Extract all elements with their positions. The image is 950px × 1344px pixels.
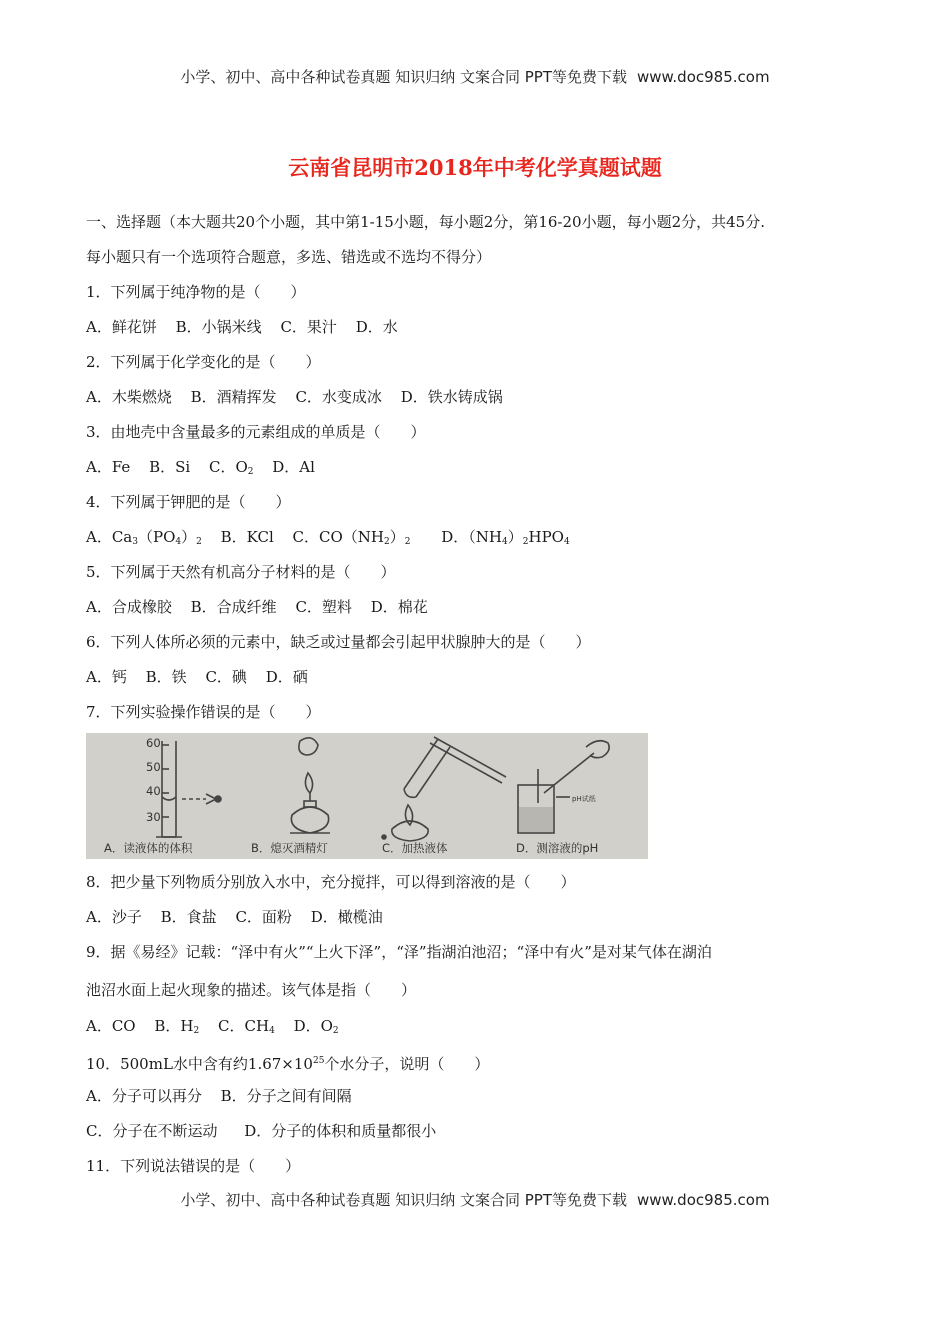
q4-d-sub1: 4 (502, 537, 508, 547)
q3-option-c-text: C．O (208, 458, 248, 476)
q3-option-b: B．Si (149, 458, 191, 476)
q4-stem: 4．下列属于钾肥的是（ ） (86, 493, 291, 511)
q6-option-c: C．碘 (205, 668, 247, 686)
q6-stem: 6．下列人体所必须的元素中，缺乏或过量都会引起甲状腺肿大的是（ ） (86, 633, 591, 651)
header-text: 小学、初中、高中各种试卷真题 知识归纳 文案合同 PPT等免费下载 (180, 68, 627, 86)
q10-option-b: B．分子之间有间隔 (220, 1087, 352, 1105)
q5-option-b: B．合成纤维 (190, 598, 277, 616)
q9-c-sub: 4 (269, 1026, 275, 1036)
q4-c-sub2: 2 (404, 537, 411, 547)
q4-d-sub3: 4 (563, 537, 570, 547)
q4-option-d (441, 528, 569, 546)
q5-option-c: C．塑料 (295, 598, 352, 616)
q1-option-b: B．小锅米线 (175, 318, 262, 336)
footer-site[interactable]: www.doc985.com (636, 1191, 770, 1209)
page-header (0, 66, 950, 87)
q4-d-close: ） (507, 528, 523, 546)
figure-caption-b: B．熄灭酒精灯 (251, 841, 328, 855)
q2-option-b: B．酒精挥发 (190, 388, 277, 406)
q2-option-a: A．木柴燃烧 (86, 388, 172, 406)
q10-options-row1 (86, 1086, 352, 1106)
q1-stem: 1．下列属于纯净物的是（ ） (86, 283, 306, 301)
page-footer (0, 1189, 950, 1210)
q8-option-c: C．面粉 (235, 908, 292, 926)
tick-50: 50 (146, 760, 161, 774)
q8-stem: 8．把少量下列物质分别放入水中，充分搅拌，可以得到溶液的是（ ） (86, 873, 576, 891)
q9-line1: 9．据《易经》记载：“泽中有火”“上火下泽”，“泽”指湖泊池沼；“泽中有火”是对某气体在湖泊 (86, 943, 712, 961)
q10-stem-post: 个水分子，说明（ ） (324, 1055, 490, 1073)
q4-option-c (293, 528, 411, 546)
q4-a-mid: （PO (138, 528, 176, 546)
q3-option-a: A．Fe (86, 458, 131, 476)
q11-stem: 11．下列说法错误的是（ ） (86, 1157, 301, 1175)
page-title: 云南省昆明市2018年中考化学真题试题 (288, 155, 662, 180)
figure-b-alcohol-lamp (290, 738, 330, 833)
footer-text: 小学、初中、高中各种试卷真题 知识归纳 文案合同 PPT等免费下载 (180, 1191, 627, 1209)
q9-option-d (294, 1017, 339, 1035)
q9-d-sub: 2 (332, 1026, 339, 1036)
q4-options (86, 527, 570, 552)
figure-caption-d: D．测溶液的pH (516, 841, 599, 855)
q8-option-d: D．橄榄油 (310, 908, 383, 926)
q9-option-b (154, 1017, 199, 1035)
q10-option-c: C．分子在不断运动 (86, 1122, 218, 1140)
q2-stem: 2．下列属于化学变化的是（ ） (86, 353, 321, 371)
q3-options (86, 457, 315, 482)
q4-option-b: B．KCl (220, 528, 274, 546)
section-instructions-line2: 每小题只有一个选项符合题意，多选、错选或不选均不得分） (86, 248, 492, 266)
section-instructions-line1: 一、选择题（本大题共20个小题，其中第1-15小题，每小题2分，第16-20小题，每小题2分，共45分. (86, 213, 765, 231)
q6-option-b: B．铁 (145, 668, 187, 686)
q3-stem: 3．由地壳中含量最多的元素组成的单质是（ ） (86, 423, 426, 441)
q5-options (86, 597, 428, 617)
q10-stem-sup: 25 (312, 1056, 325, 1066)
q4-d-post: HPO (528, 528, 564, 546)
q7-figure (86, 733, 648, 859)
figure-caption-c: C．加热液体 (382, 841, 448, 855)
q1-option-a: A．鲜花饼 (86, 318, 157, 336)
q4-a-close: ） (181, 528, 197, 546)
header-site[interactable]: www.doc985.com (636, 68, 770, 86)
q4-c-close: ） (389, 528, 405, 546)
tick-40: 40 (146, 784, 161, 798)
tick-60: 60 (146, 736, 161, 750)
figure-d-ph-test (518, 741, 609, 833)
q2-options (86, 387, 503, 407)
q1-option-d: D．水 (355, 318, 398, 336)
q10-stem (86, 1051, 489, 1074)
q5-stem: 5．下列属于天然有机高分子材料的是（ ） (86, 563, 396, 581)
q8-option-b: B．食盐 (160, 908, 217, 926)
figure-caption-a: A．读液体的体积 (104, 841, 193, 855)
q10-stem-pre: 10．500mL水中含有约1.67×10 (86, 1055, 313, 1073)
q5-option-d: D．棉花 (370, 598, 428, 616)
q9-b-sub: 2 (193, 1026, 200, 1036)
q2-option-d: D．铁水铸成锅 (400, 388, 503, 406)
q3-option-d: D．Al (272, 458, 315, 476)
q6-options (86, 667, 308, 687)
ph-paper-label: pH试纸 (572, 795, 596, 803)
q9-b-text: B．H (154, 1017, 194, 1035)
q4-c-sub1: 2 (384, 537, 390, 547)
tick-30: 30 (146, 810, 161, 824)
q5-option-a: A．合成橡胶 (86, 598, 172, 616)
q9-option-a: A．CO (86, 1017, 136, 1035)
q6-option-a: A．钙 (86, 668, 127, 686)
q7-figure-svg (86, 733, 648, 859)
figure-a-cylinder (156, 741, 221, 837)
q4-a-text: A．Ca (86, 528, 133, 546)
figure-c-heating-tube (382, 737, 506, 841)
q4-d-text: D．（NH (441, 528, 503, 546)
q4-c-text: C．CO（NH (292, 528, 385, 546)
q4-d-sub2: 2 (522, 537, 529, 547)
q7-stem: 7．下列实验操作错误的是（ ） (86, 703, 321, 721)
q2-option-c: C．水变成冰 (295, 388, 382, 406)
q9-d-text: D．O (293, 1017, 333, 1035)
q9-option-c (218, 1017, 275, 1035)
q9-options (86, 1016, 339, 1041)
q10-option-a: A．分子可以再分 (86, 1087, 202, 1105)
q8-options (86, 907, 383, 927)
q4-option-a (86, 528, 202, 546)
q4-a-sub2: 4 (175, 537, 182, 547)
q9-c-text: C．CH (218, 1017, 270, 1035)
q3-option-c (209, 458, 254, 476)
q6-option-d: D．硒 (265, 668, 308, 686)
q1-options (86, 317, 398, 337)
q8-option-a: A．沙子 (86, 908, 142, 926)
q10-options-row2 (86, 1121, 436, 1141)
q4-a-sub1: 3 (132, 537, 138, 547)
q3-option-c-sub: 2 (247, 467, 254, 477)
q1-option-c: C．果汁 (280, 318, 337, 336)
q4-a-sub3: 2 (196, 537, 202, 547)
q10-option-d: D．分子的体积和质量都很小 (244, 1122, 437, 1140)
q9-line2: 池沼水面上起火现象的描述。该气体是指（ ） (86, 981, 417, 999)
